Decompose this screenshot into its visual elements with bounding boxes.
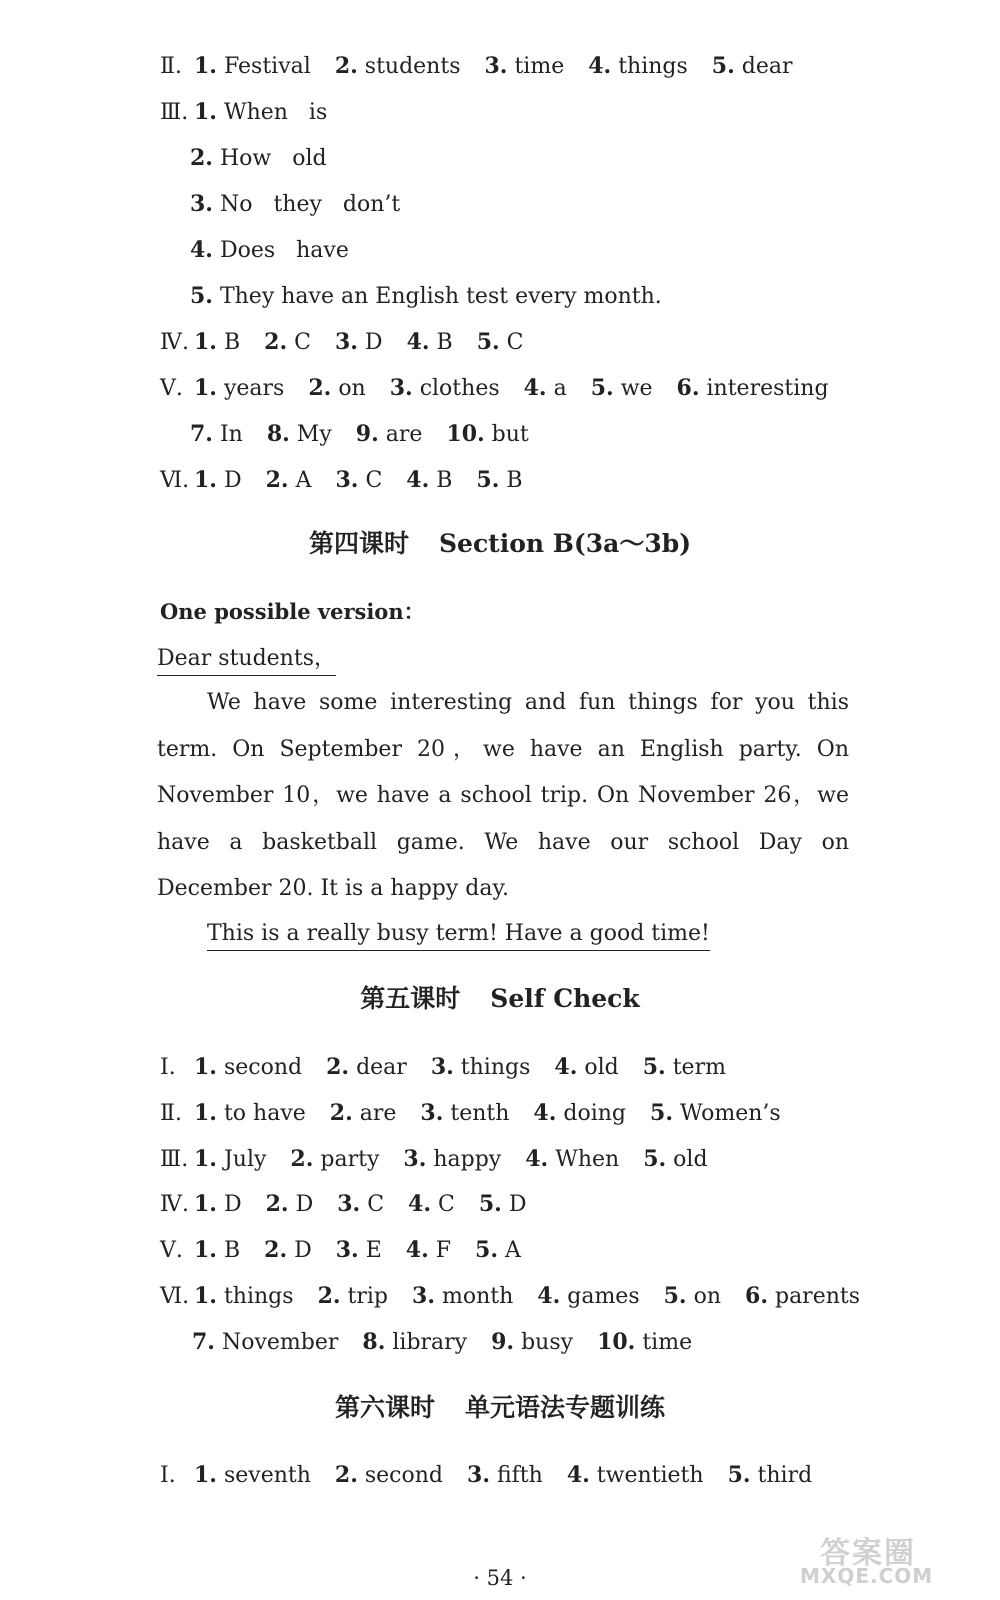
answer-item: 3. fifth bbox=[467, 1462, 543, 1488]
roman-numeral-label: Ⅴ. bbox=[160, 1238, 183, 1263]
watermark-url: MXQE.COM bbox=[800, 1564, 934, 1588]
section-heading-subtitle: 单元语法专题训练 bbox=[465, 1393, 666, 1422]
page-number: · 54 · bbox=[473, 1566, 527, 1590]
answer-item: 4. things bbox=[588, 53, 688, 79]
answer-item: 2. C bbox=[264, 329, 311, 355]
answer-item: 1. Festival bbox=[194, 53, 311, 79]
answer-item: 4. games bbox=[537, 1283, 640, 1309]
answer-item: 8. My bbox=[266, 421, 332, 447]
answer-line-iii-1 bbox=[160, 98, 327, 127]
roman-numeral-label: Ⅳ. bbox=[160, 330, 189, 355]
answer-item: 2. party bbox=[290, 1146, 380, 1172]
answer-item: 3. C bbox=[335, 467, 383, 493]
letter-greeting: Dear students， bbox=[157, 645, 336, 676]
answer-item: 3. tenth bbox=[420, 1100, 510, 1126]
watermark-logo bbox=[800, 1528, 990, 1592]
letter-body: We have some interesting and fun things for you this term. On September 20，we have an English party. On November 10，we have a school trip. On November 26，we have a basketball game. We have our school Day on December 20. It is a happy day. bbox=[157, 690, 849, 901]
answer-item: 5. third bbox=[727, 1462, 813, 1488]
answer-item: 3. D bbox=[334, 329, 383, 355]
answer-line-s5-iv bbox=[160, 1190, 550, 1219]
answer-item: 5. on bbox=[663, 1283, 722, 1309]
answer-item: 5. C bbox=[476, 329, 524, 355]
answer-line-ii bbox=[160, 52, 817, 81]
answer-item: 1. second bbox=[194, 1054, 303, 1080]
answer-line-s5-v bbox=[160, 1236, 545, 1265]
answer-item: 1. D bbox=[194, 467, 242, 493]
roman-numeral-label: Ⅴ. bbox=[160, 376, 183, 401]
answer-line-v-1 bbox=[160, 374, 853, 403]
roman-numeral-label: Ⅱ. bbox=[160, 1101, 182, 1126]
roman-numeral-label: Ⅳ. bbox=[160, 1192, 189, 1217]
answer-item: 9. are bbox=[355, 421, 423, 447]
answer-item: 1. years bbox=[194, 375, 285, 401]
answer-item: 2. on bbox=[308, 375, 366, 401]
roman-numeral-label: Ⅲ. bbox=[160, 1147, 189, 1172]
answer-item: 2. How old bbox=[190, 145, 327, 171]
answer-line-s5-vi-1 bbox=[160, 1282, 884, 1311]
answer-item: 3. E bbox=[335, 1237, 382, 1263]
answer-item: 1. B bbox=[194, 329, 241, 355]
section-heading-4 bbox=[0, 528, 1000, 560]
version-label: One possible version： bbox=[160, 599, 425, 624]
answer-item: 2. trip bbox=[317, 1283, 389, 1309]
answer-item: 4. old bbox=[554, 1054, 619, 1080]
roman-numeral-label: Ⅲ. bbox=[160, 100, 189, 125]
answer-line-s5-ii bbox=[160, 1099, 805, 1128]
answer-line-v-2 bbox=[190, 420, 553, 449]
answer-item: 4. a bbox=[523, 375, 567, 401]
answer-item: 10. time bbox=[597, 1329, 693, 1355]
answer-line-s5-i bbox=[160, 1053, 750, 1082]
letter-closing: This is a really busy term! Have a good time! bbox=[207, 920, 710, 951]
answer-item: 5. Women’s bbox=[650, 1100, 781, 1126]
section-heading-5 bbox=[0, 983, 1000, 1015]
answer-line-s5-vi-2 bbox=[192, 1328, 716, 1357]
answer-item: 3. things bbox=[430, 1054, 531, 1080]
answer-item: 3. time bbox=[484, 53, 565, 79]
roman-numeral-label: Ⅰ. bbox=[160, 1055, 176, 1080]
watermark-text: 答案圈 bbox=[820, 1536, 916, 1571]
answer-item: 2. second bbox=[334, 1462, 444, 1488]
answer-item: 4. C bbox=[408, 1191, 455, 1217]
section-heading-en: Section B(3a～3b) bbox=[438, 529, 692, 558]
answer-item: 6. parents bbox=[745, 1283, 861, 1309]
answer-item: 3. C bbox=[337, 1191, 385, 1217]
answer-item: 2. D bbox=[264, 1237, 312, 1263]
answer-item: 5. term bbox=[642, 1054, 726, 1080]
answer-item: 1. things bbox=[194, 1283, 294, 1309]
roman-numeral-label: Ⅵ. bbox=[160, 468, 190, 493]
answer-item: 1. July bbox=[194, 1146, 267, 1172]
answer-item: 4. When bbox=[525, 1146, 620, 1172]
answer-item: 5. old bbox=[643, 1146, 708, 1172]
answer-item: 10. but bbox=[446, 421, 529, 447]
answer-item: 4. twentieth bbox=[566, 1462, 704, 1488]
answer-item: 2. dear bbox=[326, 1054, 407, 1080]
answer-item: 5. dear bbox=[711, 53, 793, 79]
answer-item: 1. to have bbox=[194, 1100, 306, 1126]
answer-item: 5. we bbox=[590, 375, 653, 401]
answer-line-vi bbox=[160, 466, 547, 495]
section-heading-zh: 第六课时 bbox=[334, 1393, 435, 1422]
answer-item: 2. A bbox=[265, 467, 312, 493]
answer-item: 1. seventh bbox=[194, 1462, 311, 1488]
roman-numeral-label: Ⅵ. bbox=[160, 1284, 190, 1309]
answer-line-s5-iii bbox=[160, 1145, 732, 1174]
answer-item: 3. clothes bbox=[389, 375, 500, 401]
answer-item: 9. busy bbox=[491, 1329, 574, 1355]
answer-item: 7. In bbox=[190, 421, 243, 447]
answer-item: 5. B bbox=[476, 467, 523, 493]
section-heading-6 bbox=[0, 1392, 1000, 1424]
section-heading-zh: 第五课时 bbox=[360, 984, 461, 1013]
answer-line-iii-3 bbox=[190, 190, 400, 219]
answer-item: 7. November bbox=[192, 1329, 339, 1355]
section-heading-en: Self Check bbox=[490, 984, 640, 1013]
answer-item: 3. happy bbox=[403, 1146, 502, 1172]
answer-line-s6-i bbox=[160, 1461, 836, 1490]
answer-item: 2. students bbox=[334, 53, 461, 79]
answer-item: 5. D bbox=[478, 1191, 527, 1217]
answer-item: 1. D bbox=[194, 1191, 242, 1217]
answer-line-iv bbox=[160, 328, 548, 357]
answer-item: 5. A bbox=[475, 1237, 521, 1263]
roman-numeral-label: Ⅱ. bbox=[160, 54, 182, 79]
section-heading-zh: 第四课时 bbox=[308, 529, 409, 558]
answer-item: 1. When is bbox=[194, 99, 328, 125]
answer-item: 3. month bbox=[412, 1283, 514, 1309]
answer-item: 4. doing bbox=[533, 1100, 627, 1126]
answer-item: 4. B bbox=[406, 329, 453, 355]
answer-line-iii-4 bbox=[190, 236, 349, 265]
answer-item: 2. D bbox=[265, 1191, 314, 1217]
answer-item: 2. are bbox=[329, 1100, 397, 1126]
answer-item: 4. Does have bbox=[190, 237, 349, 263]
answer-line-iii-2 bbox=[190, 144, 327, 173]
answer-item: 1. B bbox=[194, 1237, 241, 1263]
answer-item: 6. interesting bbox=[676, 375, 829, 401]
answer-item: 5. They have an English test every month. bbox=[190, 283, 662, 309]
answer-item: 4. B bbox=[406, 467, 453, 493]
answer-item: 4. F bbox=[405, 1237, 452, 1263]
answer-item: 8. library bbox=[362, 1329, 468, 1355]
answer-item: 3. No they don’t bbox=[190, 191, 401, 217]
roman-numeral-label: Ⅰ. bbox=[160, 1463, 176, 1488]
answer-line-iii-5 bbox=[190, 282, 662, 311]
